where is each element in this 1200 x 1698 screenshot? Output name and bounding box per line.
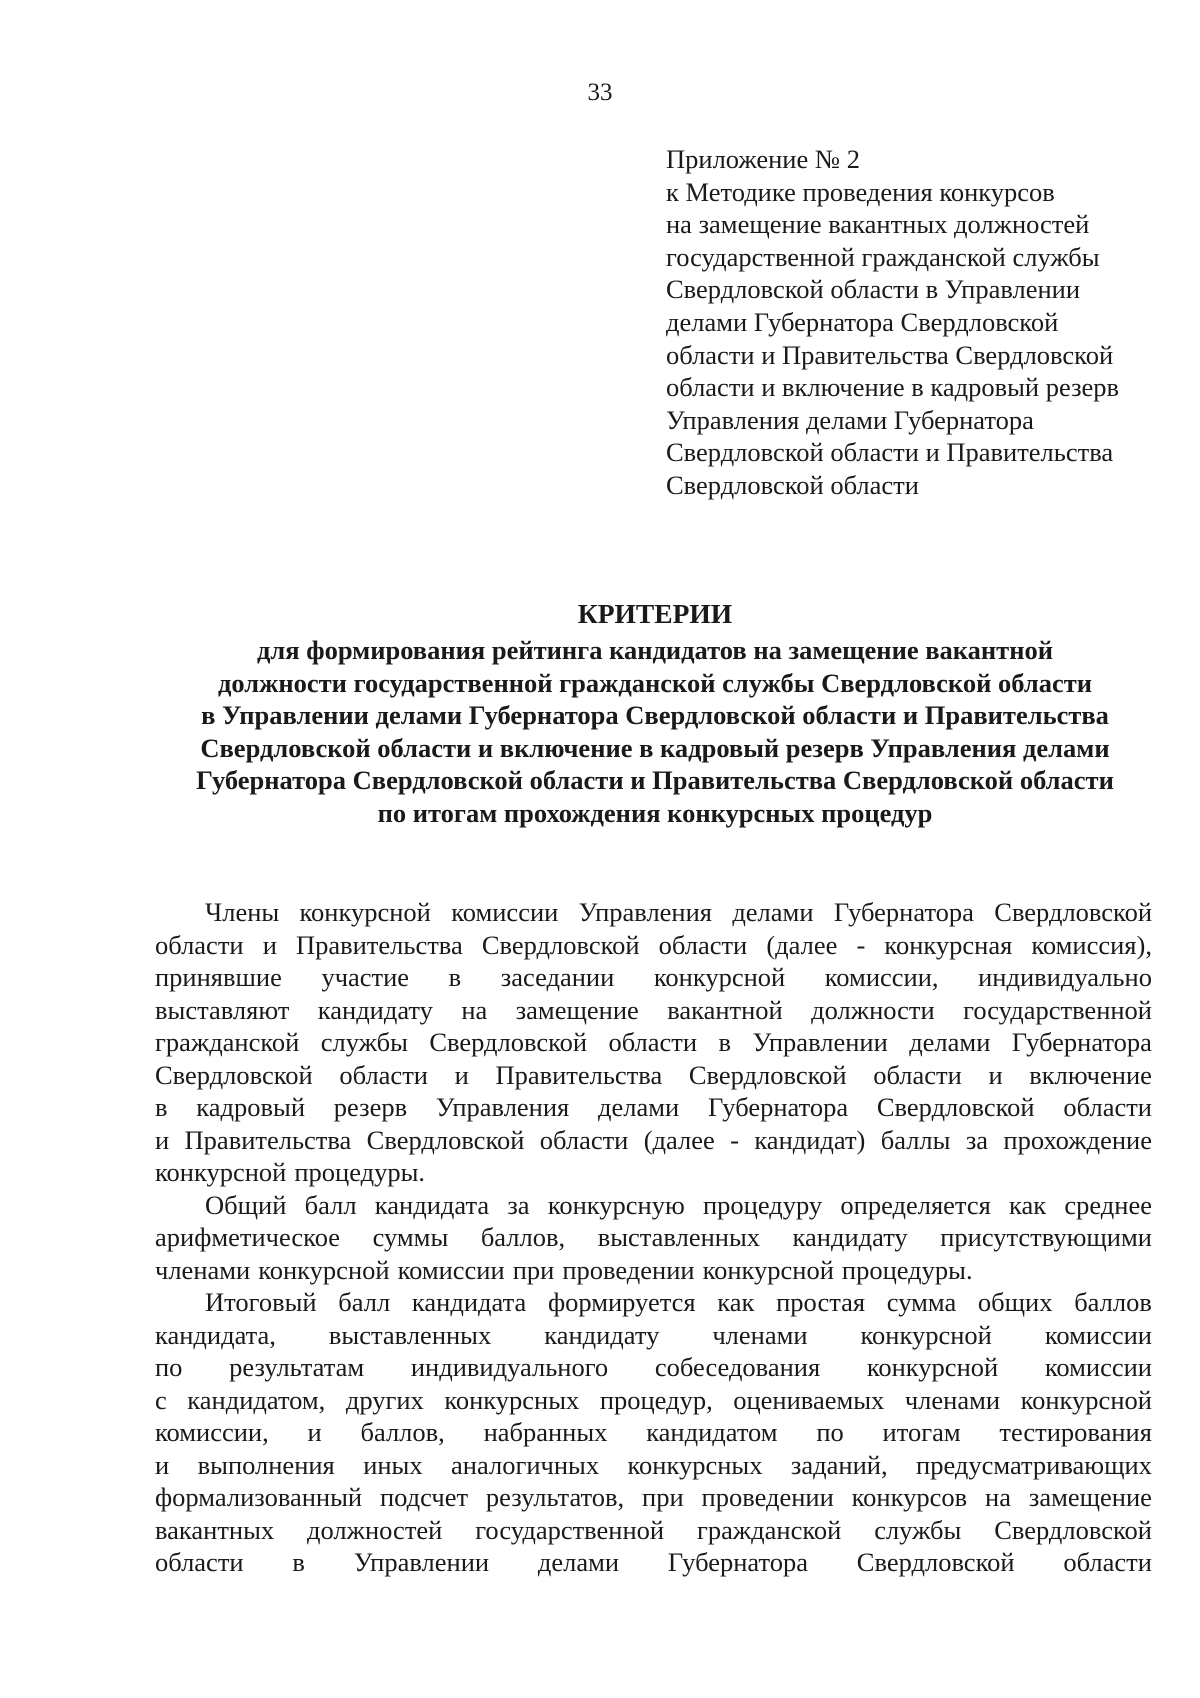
body-word: области bbox=[1063, 1547, 1152, 1577]
body-word: конкурсных bbox=[444, 1384, 580, 1415]
body-line bbox=[155, 896, 1152, 929]
body-word: Губернатора bbox=[1011, 1027, 1152, 1057]
body-word: кандидату bbox=[317, 994, 433, 1025]
body-word: конкурсной bbox=[155, 1157, 287, 1187]
body-word: включение bbox=[1029, 1059, 1152, 1090]
body-word: кандидатом bbox=[646, 1417, 778, 1447]
body-word: Управлении bbox=[353, 1547, 490, 1577]
body-line bbox=[155, 961, 1152, 994]
body-word: процедуры. bbox=[841, 1254, 973, 1285]
body-word: индивидуального bbox=[410, 1352, 609, 1382]
body-word: и bbox=[988, 1059, 1003, 1090]
body-word: области bbox=[155, 929, 244, 960]
body-word: Свердловской bbox=[994, 897, 1152, 927]
body-word: конкурсной bbox=[860, 1319, 992, 1350]
body-word: делами bbox=[909, 1027, 991, 1057]
body-word: кандидату bbox=[544, 1319, 660, 1350]
subtitle-line: по итогам прохождения конкурсных процедур bbox=[377, 797, 933, 828]
body-word: общих bbox=[977, 1287, 1053, 1317]
body-word: комиссии, bbox=[155, 1417, 269, 1447]
body-word: конкурсов bbox=[851, 1482, 968, 1512]
body-word: конкурсной bbox=[258, 1254, 390, 1285]
appendix-line: на замещение вакантных должностей bbox=[666, 209, 1090, 240]
body-word: службы bbox=[320, 1027, 408, 1057]
body-word: и bbox=[155, 1124, 170, 1155]
body-line bbox=[155, 1319, 1152, 1352]
body-line bbox=[155, 1286, 1152, 1319]
body-word: конкурсной bbox=[866, 1352, 999, 1382]
body-word: выполнения bbox=[197, 1449, 335, 1480]
body-word: и bbox=[262, 929, 277, 960]
body-word: Правительства bbox=[184, 1124, 352, 1155]
body-word: в bbox=[155, 1092, 168, 1122]
body-word: области bbox=[155, 1547, 244, 1577]
document-title-block bbox=[130, 596, 1180, 829]
appendix-line: области и Правительства Свердловской bbox=[666, 339, 1114, 370]
body-word: итогам bbox=[882, 1417, 961, 1447]
body-word: конкурсной bbox=[702, 1254, 834, 1285]
body-word: гражданской bbox=[696, 1514, 842, 1545]
body-word: процедуры. bbox=[294, 1157, 426, 1187]
appendix-line: Управления делами Губернатора bbox=[666, 404, 1034, 435]
body-word: Правительства bbox=[295, 929, 463, 960]
body-word: членами bbox=[712, 1319, 808, 1350]
body-word: области bbox=[1063, 1092, 1152, 1122]
body-line bbox=[155, 1091, 1152, 1124]
body-word: как bbox=[717, 1287, 755, 1317]
body-text bbox=[155, 896, 1152, 1579]
body-word: Свердловской bbox=[429, 1027, 588, 1057]
body-word: конкурсных bbox=[627, 1449, 763, 1480]
body-word: области bbox=[658, 929, 748, 960]
body-word: иных bbox=[363, 1449, 423, 1480]
body-line bbox=[155, 1189, 1152, 1222]
body-word: членами bbox=[155, 1254, 251, 1285]
body-word: замещение bbox=[515, 994, 639, 1025]
body-word: тестирования bbox=[999, 1417, 1152, 1447]
body-word: индивидуально bbox=[978, 962, 1152, 992]
body-line bbox=[155, 994, 1152, 1027]
body-word: Правительства bbox=[495, 1059, 663, 1090]
body-word: по bbox=[816, 1417, 844, 1447]
body-word: Управления bbox=[435, 1092, 570, 1122]
body-word: конкурсная bbox=[884, 929, 1013, 960]
body-word: Члены bbox=[205, 897, 280, 927]
body-word: формализованный bbox=[155, 1482, 363, 1512]
subtitle-line: Губернатора Свердловской области и Правительства Свердловской области bbox=[196, 765, 1114, 795]
body-word: конкурсной bbox=[653, 962, 786, 992]
page-number: 33 bbox=[587, 79, 613, 106]
body-word: на bbox=[985, 1482, 1011, 1512]
body-word: резерв bbox=[333, 1092, 408, 1122]
body-word: выставленных bbox=[597, 1222, 760, 1252]
body-word: Свердловской bbox=[481, 929, 640, 960]
body-word: баллов, bbox=[480, 1222, 566, 1252]
appendix-header bbox=[666, 143, 1166, 502]
body-word: простая bbox=[776, 1287, 866, 1317]
body-word: Свердловской bbox=[994, 1514, 1152, 1545]
body-word: собеседования bbox=[654, 1352, 821, 1382]
body-word: в bbox=[448, 962, 462, 992]
document-title: КРИТЕРИИ bbox=[577, 598, 733, 629]
body-word: оцениваемых bbox=[733, 1384, 885, 1415]
body-word: за bbox=[507, 1189, 530, 1220]
body-word: предусматривающих bbox=[916, 1449, 1152, 1480]
body-word: на bbox=[461, 994, 488, 1025]
body-word: проведении bbox=[562, 1254, 695, 1285]
body-word: кандидата, bbox=[155, 1319, 276, 1350]
body-word: результатов, bbox=[485, 1482, 625, 1512]
body-word: комиссии bbox=[451, 897, 559, 927]
body-word: присутствующими bbox=[940, 1222, 1152, 1252]
body-word: Общий bbox=[205, 1189, 287, 1220]
body-word: - bbox=[856, 929, 866, 960]
body-word: баллов, bbox=[360, 1417, 445, 1447]
body-word: процедуру bbox=[703, 1189, 823, 1220]
body-line bbox=[155, 929, 1152, 962]
body-word: Итоговый bbox=[205, 1287, 317, 1317]
body-word: области bbox=[873, 1059, 962, 1090]
appendix-line: государственной гражданской службы bbox=[666, 241, 1100, 272]
body-line bbox=[155, 1026, 1152, 1059]
body-word: вакантной bbox=[667, 994, 783, 1025]
body-word: баллов bbox=[1074, 1287, 1152, 1317]
body-word: участие bbox=[321, 962, 410, 992]
subtitle-line: в Управлении делами Губернатора Свердловской области и Правительства bbox=[201, 700, 1109, 730]
body-word: набранных bbox=[483, 1417, 608, 1447]
body-word: гражданской bbox=[155, 1027, 300, 1057]
body-word: суммы bbox=[372, 1222, 449, 1252]
body-word: и bbox=[155, 1449, 170, 1480]
body-word: принявшие bbox=[155, 962, 282, 992]
body-word: - bbox=[730, 1124, 739, 1155]
body-word: делами bbox=[537, 1547, 620, 1577]
body-word: баллы bbox=[880, 1124, 951, 1155]
body-word: результатам bbox=[229, 1352, 365, 1382]
body-word: Свердловской bbox=[366, 1124, 525, 1155]
body-word: комиссия), bbox=[1031, 929, 1152, 960]
body-word: процедур, bbox=[599, 1384, 713, 1415]
body-word: как bbox=[1009, 1189, 1047, 1220]
body-word: Свердловской bbox=[155, 1059, 313, 1090]
body-line bbox=[155, 1481, 1152, 1514]
body-word: выставленных bbox=[328, 1319, 492, 1350]
body-word: Свердловской bbox=[856, 1547, 1015, 1577]
body-word: формируется bbox=[547, 1287, 696, 1317]
appendix-line: Свердловской области в Управлении bbox=[666, 274, 1081, 305]
body-word: (далее bbox=[643, 1124, 715, 1155]
body-word: и bbox=[454, 1059, 469, 1090]
subtitle-line: должности государственной гражданской службы Свердловской области bbox=[218, 667, 1092, 698]
body-word: Свердловской bbox=[688, 1059, 847, 1090]
body-word: кадровый bbox=[196, 1092, 306, 1122]
body-line bbox=[155, 1449, 1152, 1482]
body-word: балл bbox=[304, 1189, 357, 1220]
body-line bbox=[155, 1351, 1152, 1384]
body-line bbox=[155, 1156, 1152, 1189]
body-word: сумма bbox=[886, 1287, 957, 1317]
body-word: замещение bbox=[1028, 1482, 1152, 1512]
body-line bbox=[155, 1384, 1152, 1417]
body-word: службы bbox=[874, 1514, 962, 1545]
body-line bbox=[155, 1059, 1152, 1092]
body-line bbox=[155, 1416, 1152, 1449]
body-word: области bbox=[608, 1027, 698, 1057]
body-word: кандидат) bbox=[754, 1124, 866, 1155]
body-word: Губернатора bbox=[667, 1547, 808, 1577]
body-word: государственной bbox=[475, 1514, 665, 1545]
body-word: других bbox=[345, 1384, 424, 1415]
body-word: комиссии bbox=[1044, 1352, 1152, 1382]
body-word: заданий, bbox=[790, 1449, 888, 1480]
body-word: Свердловской bbox=[876, 1092, 1035, 1122]
appendix-line: Свердловской области bbox=[666, 469, 919, 500]
body-line bbox=[155, 1254, 1152, 1287]
body-word: в bbox=[718, 1027, 732, 1057]
body-word: заседании bbox=[500, 962, 615, 992]
body-word: по bbox=[155, 1352, 183, 1382]
body-line bbox=[155, 1546, 1152, 1579]
body-line bbox=[155, 1514, 1152, 1547]
body-word: определяется bbox=[840, 1189, 991, 1220]
body-word: Губернатора bbox=[707, 1092, 849, 1122]
subtitle-line: Свердловской области и включение в кадровый резерв Управления делами bbox=[200, 732, 1110, 763]
document-subtitle bbox=[130, 634, 1180, 829]
body-word: выставляют bbox=[155, 994, 290, 1025]
body-word: (далее bbox=[766, 929, 838, 960]
body-word: кандидата bbox=[374, 1189, 490, 1220]
body-line bbox=[155, 1221, 1152, 1254]
appendix-line: области и включение в кадровый резерв bbox=[666, 372, 1120, 403]
body-word: балл bbox=[338, 1287, 391, 1317]
subtitle-line: для формирования рейтинга кандидатов на замещение вакантной bbox=[257, 635, 1053, 665]
body-word: в bbox=[292, 1547, 305, 1577]
body-word: среднее bbox=[1064, 1189, 1152, 1220]
body-word: Управления bbox=[578, 897, 712, 927]
body-word: арифметическое bbox=[155, 1222, 341, 1252]
body-word: кандидата bbox=[411, 1287, 527, 1317]
body-word: государственной bbox=[963, 994, 1152, 1025]
body-word: и bbox=[307, 1417, 322, 1447]
body-word: при bbox=[512, 1254, 555, 1285]
appendix-line: Свердловской области и Правительства bbox=[666, 437, 1114, 468]
body-word: комиссии, bbox=[824, 962, 939, 992]
appendix-line: Приложение № 2 bbox=[666, 144, 861, 174]
appendix-line: к Методике проведения конкурсов bbox=[666, 176, 1055, 207]
body-word: проведении bbox=[701, 1482, 834, 1512]
body-word: конкурсную bbox=[547, 1189, 685, 1220]
body-word: делами bbox=[598, 1092, 680, 1122]
body-word: подсчет bbox=[379, 1482, 469, 1512]
appendix-line: делами Губернатора Свердловской bbox=[666, 306, 1059, 337]
body-word: должности bbox=[811, 994, 935, 1025]
body-word: Управлении bbox=[752, 1027, 888, 1057]
body-word: комиссии bbox=[1044, 1319, 1152, 1350]
body-line bbox=[155, 1124, 1152, 1157]
body-word: аналогичных bbox=[451, 1449, 600, 1480]
body-word: конкурсной bbox=[299, 897, 431, 927]
body-word: за bbox=[965, 1124, 989, 1155]
body-word: членами bbox=[904, 1384, 1001, 1415]
body-word: должностей bbox=[307, 1514, 443, 1545]
body-word: делами bbox=[732, 897, 814, 927]
body-word: конкурсной bbox=[1020, 1384, 1152, 1415]
body-word: кандидатом, bbox=[187, 1384, 326, 1415]
body-word: области bbox=[339, 1059, 428, 1090]
body-word: прохождение bbox=[1003, 1124, 1152, 1155]
body-word: кандидату bbox=[792, 1222, 908, 1252]
body-word: вакантных bbox=[155, 1514, 275, 1545]
body-word: с bbox=[155, 1384, 167, 1415]
body-word: при bbox=[642, 1482, 684, 1512]
body-word: области bbox=[539, 1124, 629, 1155]
body-word: Губернатора bbox=[833, 897, 974, 927]
body-word: комиссии bbox=[397, 1254, 505, 1285]
